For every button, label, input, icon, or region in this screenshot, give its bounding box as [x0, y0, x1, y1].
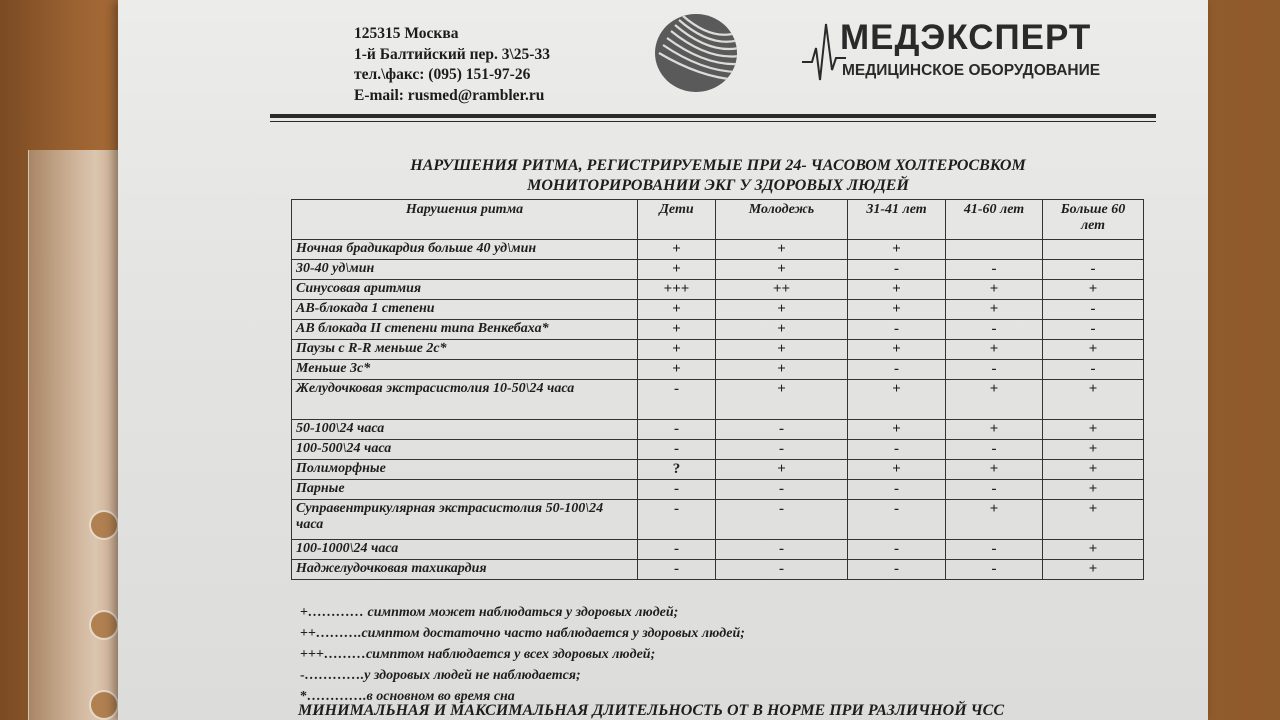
row-label: Ночная брадикардия больше 40 уд\мин [292, 240, 638, 260]
table-cell: + [1043, 560, 1144, 580]
table-row [292, 380, 1144, 420]
table-row [292, 320, 1144, 340]
table-cell: + [1043, 340, 1144, 360]
table-cell: - [1043, 300, 1144, 320]
punch-hole [89, 510, 119, 540]
table-cell: - [946, 260, 1043, 280]
table-cell: + [638, 340, 716, 360]
document-page [118, 0, 1208, 720]
table-cell: + [716, 360, 848, 380]
table-cell: - [638, 380, 716, 420]
table-cell: - [716, 500, 848, 540]
logo-name: МЕДЭКСПЕРТ [840, 18, 1092, 57]
table-row [292, 240, 1144, 260]
table-cell: + [848, 300, 946, 320]
table-cell: - [638, 540, 716, 560]
header-divider-thin [270, 121, 1156, 122]
row-label: Желудочковая экстрасистолия 10-50\24 часа [292, 380, 638, 420]
table-cell: + [946, 380, 1043, 420]
table-cell: + [638, 300, 716, 320]
table-cell [1043, 240, 1144, 260]
address-line: тел.\факс: (095) 151-97-26 [354, 66, 531, 83]
table-cell: + [848, 280, 946, 300]
header-divider [270, 114, 1156, 118]
table-cell: - [1043, 320, 1144, 340]
column-header: Нарушения ритма [292, 200, 638, 240]
row-label: Синусовая аритмия [292, 280, 638, 300]
address-line: E-mail: rusmed@rambler.ru [354, 86, 545, 104]
legend-dots: …………. [304, 668, 365, 683]
table-cell: + [716, 240, 848, 260]
table-cell: + [946, 500, 1043, 540]
row-label: Наджелудочковая тахикардия [292, 560, 638, 580]
table-cell: ++ [716, 280, 848, 300]
table-cell: - [716, 540, 848, 560]
table-cell: + [716, 300, 848, 320]
table-row [292, 440, 1144, 460]
column-header: 31-41 лет [848, 200, 946, 240]
row-label: 100-500\24 часа [292, 440, 638, 460]
table-cell: - [638, 420, 716, 440]
table-cell: + [946, 420, 1043, 440]
legend-text: симптом может наблюдаться у здоровых людей; [363, 605, 679, 620]
table-row [292, 280, 1144, 300]
table-cell: + [848, 380, 946, 420]
table-cell: + [638, 320, 716, 340]
table-cell: - [638, 560, 716, 580]
table-row [292, 500, 1144, 540]
table-cell: + [848, 340, 946, 360]
table-cell [946, 240, 1043, 260]
table-cell: - [848, 360, 946, 380]
next-section-title: МИНИМАЛЬНАЯ И МАКСИМАЛЬНАЯ ДЛИТЕЛЬНОСТЬ ОТ В НОРМЕ ПРИ РАЗЛИЧНОЙ ЧСС [298, 702, 1004, 719]
table-cell: - [946, 480, 1043, 500]
table-cell: + [1043, 480, 1144, 500]
table-cell: - [848, 480, 946, 500]
table-cell: + [1043, 380, 1144, 420]
legend-text: у здоровых людей не наблюдается; [364, 668, 581, 683]
row-label: АВ-блокада 1 степени [292, 300, 638, 320]
legend [300, 602, 745, 707]
table-cell: + [638, 360, 716, 380]
table-cell: + [848, 460, 946, 480]
row-label: Суправентрикулярная экстрасистолия 50-100\24 часа [292, 500, 638, 540]
table-cell: - [848, 500, 946, 540]
row-label: 50-100\24 часа [292, 420, 638, 440]
table-cell: + [1043, 440, 1144, 460]
table-cell: + [946, 300, 1043, 320]
legend-item [300, 665, 745, 686]
document-title [318, 156, 1118, 196]
table-cell: + [716, 320, 848, 340]
table-cell: + [848, 240, 946, 260]
legend-text: в основном во время сна [366, 689, 515, 704]
punch-hole [89, 690, 119, 720]
table-cell: + [1043, 420, 1144, 440]
table-cell: + [716, 380, 848, 420]
punch-hole [89, 610, 119, 640]
table-cell: + [638, 260, 716, 280]
row-label: Паузы с R-R меньше 2с* [292, 340, 638, 360]
legend-text: симптом достаточно часто наблюдается у здоровых людей; [361, 626, 745, 641]
table-cell: +++ [638, 280, 716, 300]
legend-symbol: - [300, 668, 305, 683]
column-header: Молодежь [716, 200, 848, 240]
legend-symbol: +++ [300, 647, 324, 662]
table-cell: - [946, 360, 1043, 380]
table-cell: + [946, 280, 1043, 300]
table-cell: - [638, 440, 716, 460]
table-row [292, 260, 1144, 280]
table-cell: - [716, 440, 848, 460]
legend-symbol: * [300, 689, 307, 704]
table-cell: - [946, 560, 1043, 580]
table-cell: - [1043, 360, 1144, 380]
title-line: НАРУШЕНИЯ РИТМА, РЕГИСТРИРУЕМЫЕ ПРИ 24- ЧАСОВОМ ХОЛТЕРОСВКОМ [410, 157, 1026, 174]
legend-dots: …………. [307, 689, 367, 704]
legend-dots: ……… [323, 647, 366, 662]
table-row [292, 460, 1144, 480]
table-cell: + [1043, 540, 1144, 560]
table-cell: + [1043, 460, 1144, 480]
legend-text: симптом наблюдается у всех здоровых людей; [365, 647, 656, 662]
table-header-row [292, 200, 1144, 240]
address-line: 1-й Балтийский пер. 3\25-33 [354, 45, 550, 63]
row-label: Меньше 3с* [292, 360, 638, 380]
legend-item [300, 602, 745, 623]
row-label: Полиморфные [292, 460, 638, 480]
legend-symbol: + [300, 605, 308, 620]
globe-logo-icon [653, 12, 739, 94]
table-cell: - [638, 500, 716, 540]
table-row [292, 560, 1144, 580]
legend-symbol: ++ [300, 626, 316, 641]
logo-subtitle: МЕДИЦИНСКОЕ ОБОРУДОВАНИЕ [842, 62, 1101, 79]
column-header: Больше 60 лет [1043, 200, 1144, 240]
rhythm-disorders-table [291, 199, 1144, 580]
table-cell: - [946, 320, 1043, 340]
table-cell: + [716, 260, 848, 280]
column-header: Дети [638, 200, 716, 240]
table-row [292, 480, 1144, 500]
row-label: 100-1000\24 часа [292, 540, 638, 560]
table-row [292, 340, 1144, 360]
table-cell: - [848, 320, 946, 340]
table-cell: - [716, 420, 848, 440]
medexpert-logo [800, 18, 1120, 98]
table-cell: - [848, 540, 946, 560]
address-line: 125315 Москва [354, 25, 459, 42]
table-cell: - [716, 480, 848, 500]
legend-dots: ………… [307, 605, 364, 620]
legend-item [300, 623, 745, 644]
legend-item [300, 644, 745, 665]
row-label: Парные [292, 480, 638, 500]
table-cell: ? [638, 460, 716, 480]
table-cell: + [1043, 280, 1144, 300]
table-cell: - [848, 260, 946, 280]
table-cell: + [716, 340, 848, 360]
company-address [354, 24, 550, 106]
column-header: 41-60 лет [946, 200, 1043, 240]
table-row [292, 540, 1144, 560]
table-cell: + [946, 460, 1043, 480]
table-cell: + [1043, 500, 1144, 540]
table-cell: + [946, 340, 1043, 360]
legend-dots: ………. [315, 626, 362, 641]
table-row [292, 300, 1144, 320]
table-cell: - [946, 440, 1043, 460]
table-cell: + [638, 240, 716, 260]
table-cell: - [848, 560, 946, 580]
row-label: АВ блокада II степени типа Венкебаха* [292, 320, 638, 340]
title-line: МОНИТОРИРОВАНИИ ЭКГ У ЗДОРОВЫХ ЛЮДЕЙ [527, 177, 909, 194]
table-row [292, 360, 1144, 380]
row-label: 30-40 уд\мин [292, 260, 638, 280]
table-cell: + [716, 460, 848, 480]
table-cell: - [716, 560, 848, 580]
table-cell: - [1043, 260, 1144, 280]
table-cell: - [638, 480, 716, 500]
table-cell: - [946, 540, 1043, 560]
table-row [292, 420, 1144, 440]
table-cell: - [848, 440, 946, 460]
table-cell: + [848, 420, 946, 440]
